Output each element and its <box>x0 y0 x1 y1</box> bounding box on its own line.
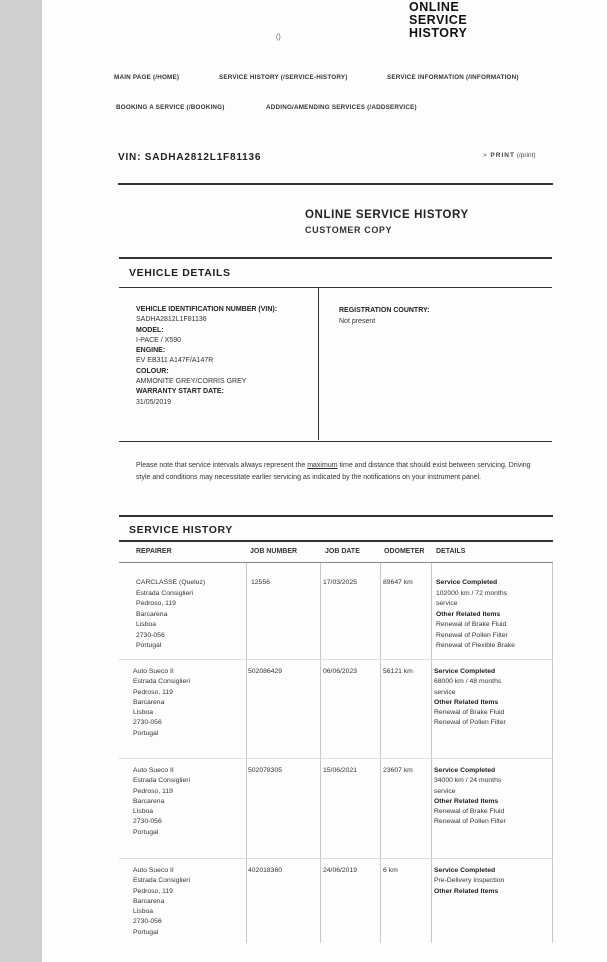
logo-line: ONLINE <box>409 0 460 14</box>
job-number-cell: 402018360 <box>248 867 283 874</box>
column-rule <box>552 563 553 943</box>
repairer-line: Portugal <box>133 729 159 737</box>
related-item: Renewal of Brake Fluid <box>434 808 505 816</box>
service-interval-note <box>136 460 536 484</box>
nav-service-information[interactable]: SERVICE INFORMATION (/INFORMATION) <box>387 74 519 81</box>
service-interval: 102000 km / 72 months <box>436 589 508 597</box>
odometer-cell: 23607 km <box>383 767 413 774</box>
nav-adding-services[interactable]: ADDING/AMENDING SERVICES (/ADDSERVICE) <box>266 104 417 111</box>
odometer-cell: 56121 km <box>383 668 413 675</box>
vehicle-details-left <box>136 305 277 408</box>
related-item: Renewal of Brake Fluid <box>436 621 507 628</box>
related-items-label: Other Related Items <box>434 887 499 895</box>
repairer-line: Pedroso, 119 <box>133 688 173 696</box>
repairer-line: Auto Sueco II <box>133 767 174 774</box>
related-item: Renewal of Pollen Filter <box>434 818 506 826</box>
repairer-line: Barcarena <box>133 897 165 905</box>
details-cell <box>434 866 504 897</box>
column-header-odometer: ODOMETER <box>384 548 425 555</box>
repairer-line: Portugal <box>136 642 162 649</box>
warranty-label: WARRANTY START DATE: <box>136 388 224 396</box>
divider <box>119 540 553 542</box>
related-item: Renewal of Pollen Filter <box>434 719 506 727</box>
job-number-cell: 502086429 <box>248 668 283 675</box>
column-header-job-date: JOB DATE <box>325 548 360 555</box>
service-interval: 34000 km / 24 months <box>434 777 502 785</box>
print-link[interactable] <box>483 152 536 159</box>
repairer-line: Barcarena <box>133 698 165 706</box>
repairer-line: 2730-056 <box>133 818 162 826</box>
job-number-cell: 502078305 <box>248 767 283 774</box>
service-status: Service Completed <box>436 579 498 586</box>
repairer-line: Auto Sueco II <box>133 867 174 874</box>
repairer-line: Portugal <box>133 828 159 836</box>
service-interval: service <box>434 688 456 696</box>
note-text: Please note that service intervals always represent the <box>136 462 308 469</box>
column-header-repairer: REPAIRER <box>136 548 172 555</box>
service-interval: 68000 km / 48 months <box>434 678 502 686</box>
repairer-line: Estrada Consiglieri <box>136 589 194 597</box>
repairer-line: Estrada Consiglieri <box>133 678 191 686</box>
service-interval: service <box>434 787 456 795</box>
service-status: Service Completed <box>434 668 496 675</box>
row-separator <box>119 858 553 859</box>
column-rule <box>380 563 381 943</box>
related-item: Renewal of Pollen Filter <box>436 631 508 639</box>
repairer-line: Portugal <box>133 928 159 936</box>
repairer-line: 2730-056 <box>133 918 162 926</box>
column-rule <box>246 563 247 943</box>
vin-value: SADHA2812L1F81136 <box>136 316 207 324</box>
repairer-line: Lisboa <box>133 908 154 916</box>
engine-value: EV EB311 A147F/A147R <box>136 357 214 365</box>
colour-label: COLOUR: <box>136 367 169 375</box>
divider <box>119 562 553 563</box>
row-separator <box>119 758 553 759</box>
column-rule <box>320 563 321 943</box>
related-items-label: Other Related Items <box>434 797 499 805</box>
job-date-cell: 17/03/2025 <box>323 579 358 586</box>
row-separator <box>119 659 553 660</box>
repairer-line: Auto Sueco II <box>133 668 174 675</box>
repairer-cell <box>136 578 205 652</box>
empty-link[interactable]: () <box>276 34 281 41</box>
repairer-line: Pedroso, 119 <box>136 600 176 607</box>
repairer-line: 2730-056 <box>136 631 165 639</box>
column-rule <box>431 563 432 943</box>
nav-main-page[interactable]: MAIN PAGE (/HOME) <box>114 74 180 81</box>
job-number-cell: 12556 <box>251 579 270 586</box>
vin-label: VEHICLE IDENTIFICATION NUMBER (VIN): <box>136 306 278 313</box>
divider <box>119 257 552 259</box>
service-interval: Pre-Delivery Inspection <box>434 877 505 885</box>
colour-value: AMMONITE GREY/CORRIS GREY <box>136 378 247 386</box>
engine-label: ENGINE: <box>136 347 166 355</box>
print-label: PRINT <box>490 152 515 159</box>
chevron-right-icon: > <box>483 152 487 159</box>
scan-margin <box>0 0 42 962</box>
model-label: MODEL: <box>136 326 164 334</box>
details-cell <box>434 766 506 828</box>
repairer-line: Barcarena <box>136 610 168 618</box>
site-logo[interactable] <box>409 1 467 40</box>
odometer-cell: 6 km <box>383 867 398 874</box>
odometer-cell: 89647 km <box>383 579 413 586</box>
repairer-line: Pedroso, 119 <box>133 887 173 895</box>
vehicle-details-heading: VEHICLE DETAILS <box>129 267 231 279</box>
job-date-cell: 06/06/2023 <box>323 668 358 675</box>
repairer-line: Lisboa <box>133 709 154 717</box>
warranty-value: 31/05/2019 <box>136 398 172 406</box>
related-items-label: Other Related Items <box>434 698 499 706</box>
divider <box>119 515 553 517</box>
service-interval: service <box>436 600 458 607</box>
repairer-line: Lisboa <box>136 621 157 628</box>
vin-heading: VIN: SADHA2812L1F81136 <box>118 152 262 163</box>
nav-service-history[interactable]: SERVICE HISTORY (/SERVICE-HISTORY) <box>219 74 348 81</box>
logo-line: SERVICE <box>409 13 468 27</box>
note-text: time and distance that should exist between servicing. Driving style and conditions may necessitate earlier servicing as indicated by the notifications on your instrument panel. <box>136 462 531 481</box>
job-date-cell: 24/06/2019 <box>323 867 358 874</box>
details-cell <box>434 667 506 729</box>
vehicle-details-right <box>339 305 429 327</box>
related-item: Renewal of Brake Fluid <box>434 709 505 717</box>
repairer-line: Lisboa <box>133 808 154 816</box>
note-emphasis: maximum <box>307 462 338 469</box>
repairer-line: Barcarena <box>133 797 165 805</box>
related-item: Renewal of Flexible Brake <box>436 642 515 649</box>
job-date-cell: 15/06/2021 <box>323 767 358 774</box>
repairer-line: Pedroso, 119 <box>133 787 173 795</box>
service-status: Service Completed <box>434 767 496 774</box>
repairer-cell <box>133 667 190 739</box>
divider <box>118 183 553 185</box>
nav-booking[interactable]: BOOKING A SERVICE (/BOOKING) <box>116 104 225 111</box>
repairer-line: Estrada Consiglieri <box>133 777 191 785</box>
repairer-line: CARCLASSE (Queluz) <box>136 579 206 586</box>
document-title: ONLINE SERVICE HISTORY <box>305 209 469 221</box>
registration-value: Not present <box>339 318 376 325</box>
repairer-cell <box>133 766 190 838</box>
column-divider <box>318 287 319 440</box>
repairer-cell <box>133 866 190 938</box>
column-header-details: DETAILS <box>436 548 466 555</box>
service-status: Service Completed <box>434 867 496 874</box>
service-history-heading: SERVICE HISTORY <box>129 524 233 536</box>
related-items-label: Other Related Items <box>436 610 501 618</box>
details-cell <box>436 578 515 652</box>
model-value: I-PACE / X590 <box>136 336 182 344</box>
print-path: (/print) <box>516 152 536 159</box>
repairer-line: 2730-056 <box>133 719 162 727</box>
logo-line: HISTORY <box>409 26 468 40</box>
repairer-line: Estrada Consiglieri <box>133 877 191 885</box>
document-subtitle: CUSTOMER COPY <box>305 225 393 235</box>
registration-label: REGISTRATION COUNTRY: <box>339 307 430 314</box>
column-header-job-number: JOB NUMBER <box>250 548 298 555</box>
